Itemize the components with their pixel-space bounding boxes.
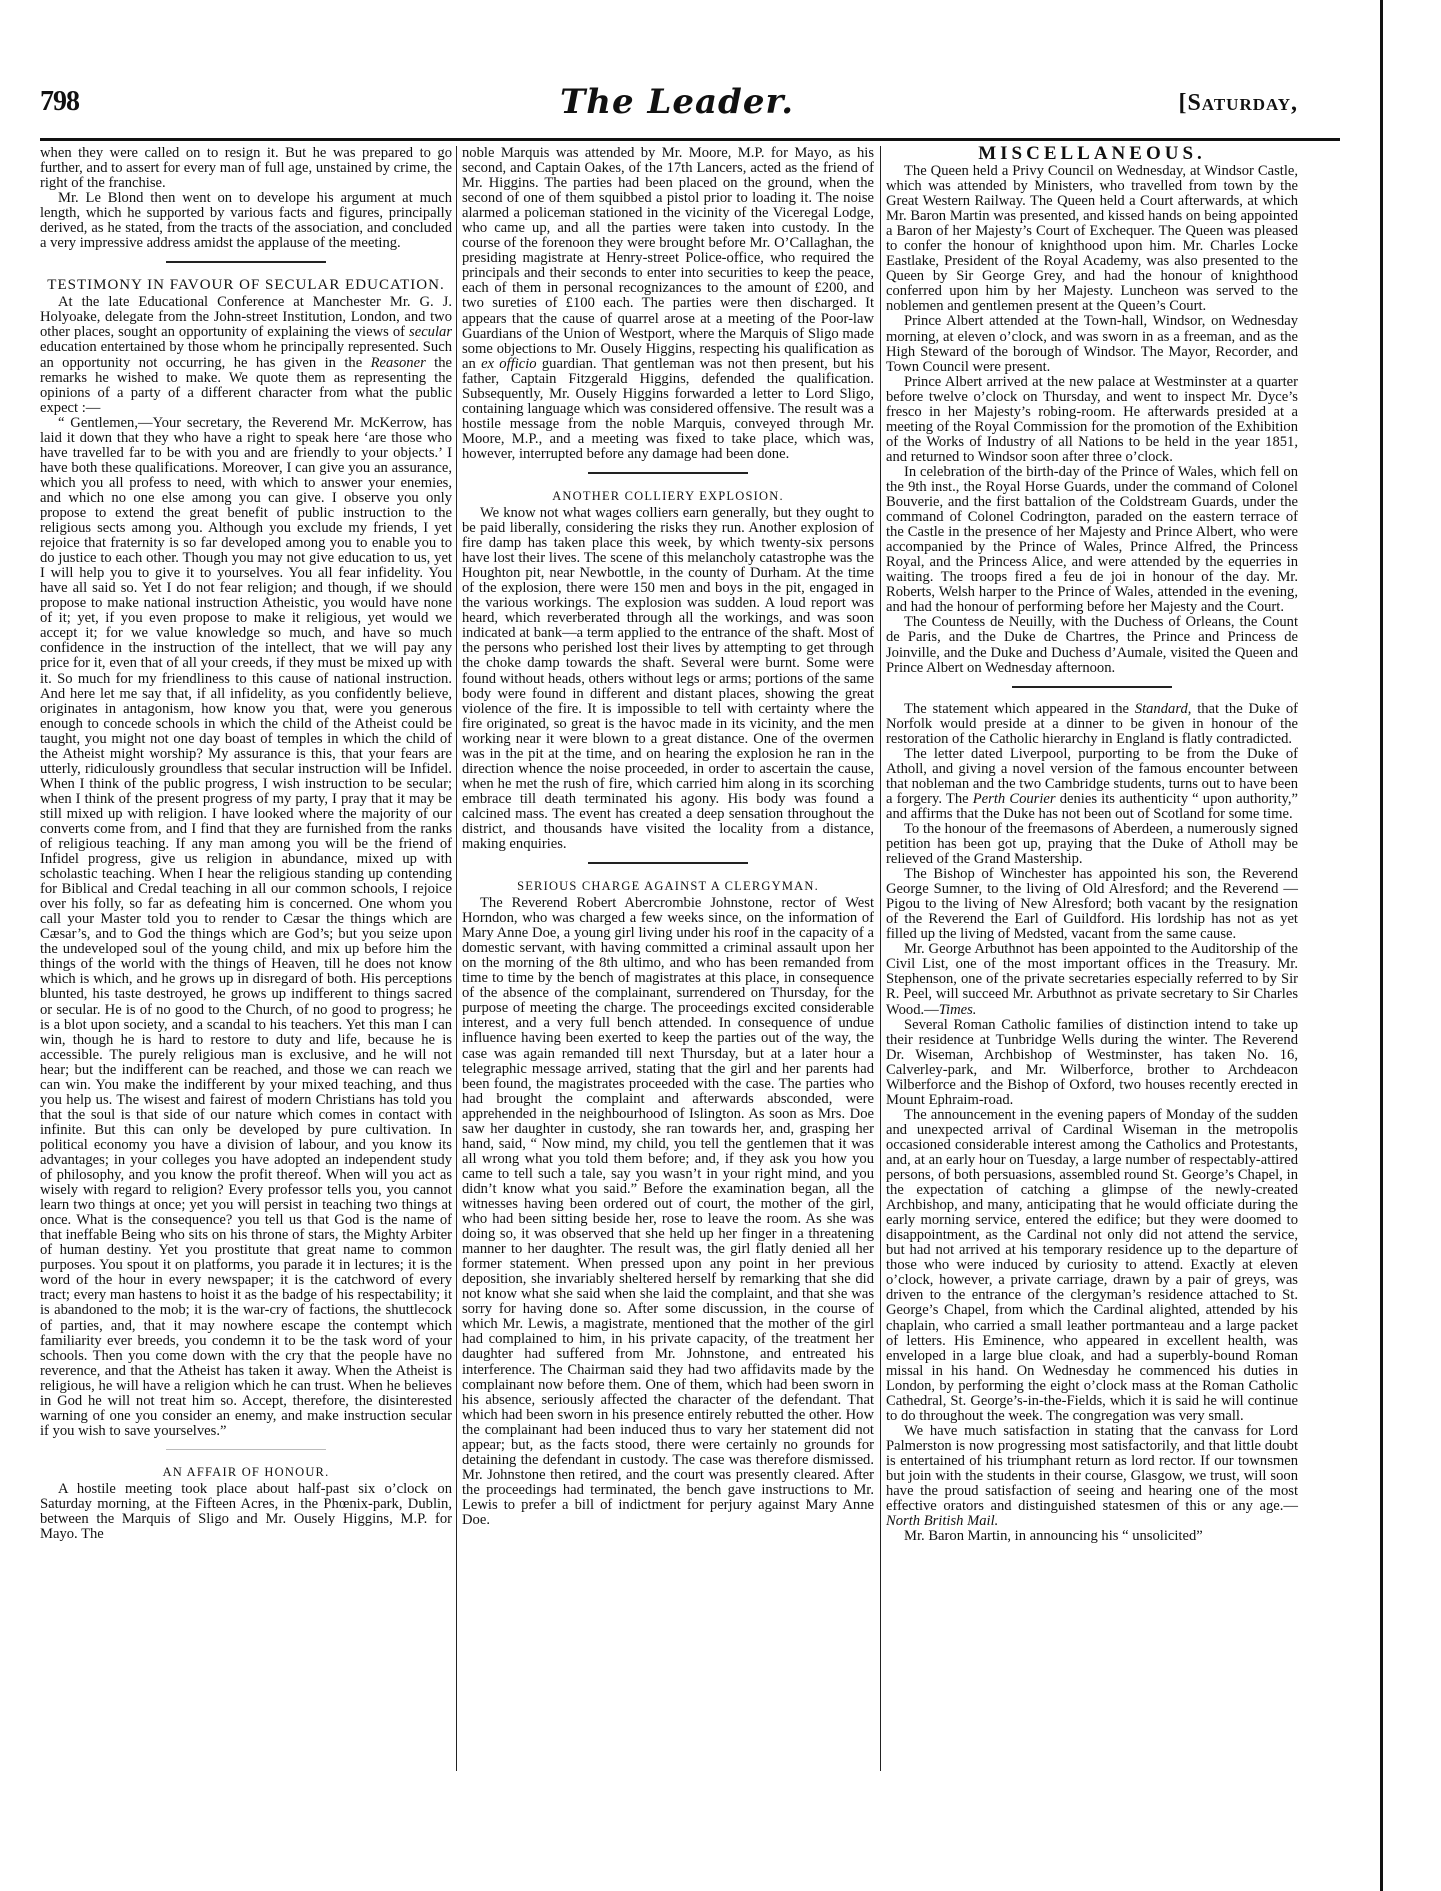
paragraph: The Reverend Robert Abercrombie Johnstone, rector of West Horndon, who was charged a few weeks since, on the information of Mary Anne Doe, a young girl living under his roof in the capacity of a domestic servant, with having committed a criminal assault upon her on the morning of the 8th ultimo, and who has been remanded from time to time by the bench of magistrates at this place, in consequence of the absence of the complainant, surrendered on Thursday, for the purpose of meeting the charge. The proceedings excited considerable interest, and a very full bench attended. In consequence of undue influence having been exerted to keep the parties out of the way, the case was again remanded till next Thursday, but at a later hour a telegraphic message arrived, stating that the girl and her parents had been found, the magistrates proceeded with the case. The parties who had brought the complaint and afterwards absconded, were apprehended in the neighbourhood of Islington. As soon as Mrs. Doe saw her daughter in custody, she ran towards her, and, grasping her hand, said, “ Now mind, my child, you tell the gentlemen that it was all wrong what you told them before; and, if they ask you how you came to tell such a tale, say you wasn’t in your right mind, and you didn’t know what you said.” Before the examination began, all the witnesses having been ordered out of court, the mother of the girl, who had been sitting beside her, rose to leave the room. As she was doing so, it was observed that she held up her finger in a threatening manner to her daughter. The result was, the girl flatly denied all her former statement. When pressed upon any point in her previous deposition, she invariably sheltered herself by remarking that she did not know what she said when she laid the complaint, and that she was sorry for having done so. After some discussion, in the course of which Mr. Lewis, a magistrate, mentioned that the mother of the girl had complained to him, in his private capacity, of the treatment her daughter had suffered from Mr. Johnstone, and entreated his interference. The Chairman said they had two affidavits made by the complainant now before them. One of them, which had been sworn in his absence, seriously affected the character of the defendant. That which had been sworn in his presence entirely rebutted the other. How the complainant had been induced thus to vary her statement did not appear; but, as the facts stood, there were certainly no grounds for detaining the defendant in custody. The case was therefore dismissed. Mr. Johnstone then retired, and the court was presently cleared. After the proceedings had terminated, the bench gave instructions to Mr. Lewis to prefer a bill of indictment for perjury against Mary Anne Doe. bbox=[462, 895, 874, 1528]
article-separator bbox=[166, 1449, 326, 1450]
article-separator bbox=[166, 261, 326, 263]
page-edge-rule bbox=[1380, 0, 1383, 1891]
paragraph: Several Roman Catholic families of distinction intend to take up their residence at Tunbridge Wells during the winter. The Reverend Dr. Wiseman, Archbishop of Westminster, has taken No. 16, Calverley-park, and Mr. Wilberforce, brother to Archdeacon Wilberforce and the Bishop of Oxford, two houses recently erected in Mount Ephraim-road. bbox=[886, 1016, 1298, 1108]
article-continuation: noble Marquis was attended by Mr. Moore, M.P. for Mayo, as his second, and Captain Oakes, of the 17th Lancers, acted as the friend of Mr. Higgins. The parties had been placed on the ground, when the second of one of them squibbed a pistol prior to loading it. The noise alarmed a policeman stationed in the vicinity of the Viceregal Lodge, who came up, and all the parties were taken into custody. In the course of the forenoon they were brought before Mr. O’Callaghan, the presiding magistrate at Henry-street Police-office, who required the principals and their seconds to enter into securities to keep the peace, each of them in personal recognizances to the amount of £200, and two sureties of £100 each. The parties were then discharged. It appears that the cause of quarrel arose at a meeting of the Poor-law Guardians of the Union of Westport, where the Marquis of Sligo made some objections to Mr. Ousely Higgins, respecting his qualification as an ex officio guardian. That gentleman was not then present, but his father, Captain Fitzgerald Higgins, defended the qualification. Subsequently, Mr. Ousely Higgins forwarded a letter to Lord Sligo, containing language which was considered offensive. The result was a hostile message from the noble Marquis, conveyed through Mr. Moore, M.P., and a meeting was fixed to take place, which was, however, interrupted before any damage had been done. bbox=[462, 145, 874, 462]
article-heading-affair-of-honour: AN AFFAIR OF HONOUR. bbox=[162, 1464, 330, 1479]
header-rule bbox=[40, 138, 1340, 141]
paragraph: Mr. Baron Martin, in announcing his “ unsolicited” bbox=[904, 1528, 1203, 1545]
column-3 bbox=[886, 143, 1299, 1545]
column-1 bbox=[40, 146, 452, 1542]
column-divider bbox=[456, 146, 457, 1771]
paragraph: Prince Albert attended at the Town-hall, Windsor, on Wednesday morning, at eleven o’clock, and was sworn in as a freeman, and as the High Steward of the borough of Windsor. The Mayor, Recorder, and Town Council were present. bbox=[886, 313, 1298, 375]
quoted-address: “ Gentlemen,—Your secretary, the Reverend Mr. McKerrow, has laid it down that they who have a right to speak here ‘are those who have travelled far to be with you and are friendly to your objects.’ I have both these qualifications. Moreover, I can give you an assurance, which you all profess to need, with which to answer your enemies, and which no one else among you can give. I observe you only propose to extend the great benefit of public instruction to the religious sects among you. Although you exclude my friends, I yet rejoice that fraternity is so far developed among you to enable you to do justice to each other. Though you may not give education to us, yet I will help you to give it to yourselves. You all fear infidelity. You have all said so. Yet I do not fear religion; and though, if we should propose to make national instruction Atheistic, you would have none of it; yet, if you even propose to make it religious, yet would we accept it; for we value knowledge so much, and have so much confidence in the instruction of the intellect, that we will pay any price for it, even that of all your creeds, if they must be mixed up with it. So much for my friendliness to this cause of national instruction. And here let me say that, if all infidelity, as you confidently believe, originates in antagonism, how know you that, were you generous enough to concede schools in which the child of the Atheist could be taught, you might not one day boast of temples in which the child of the Atheist might worship? My assurance is this, that your fears are utterly, ridiculously groundless that secular instruction will be Infidel. When I think of the public progress, I wish instruction to be secular; when I think of the present progress of my party, I pray that it may be still mixed up with religion. I have looked where the majority of our converts come from, and I find that they are furnished from the ranks of religious teaching. If any man among you will be the friend of Infidel progress, give us religion in abundance, mixed up with scholastic teaching. When I hear the religious standing up contending for Biblical and Credal teaching in all our common schools, I rejoice over his folly, so far as defeating him is concerned. One whom you call your Master told you to render to Cæsar the things which are Cæsar’s, and to God the things which are God’s; but you seize upon the undeveloped soul of the young child, and mix up before him the things of the world with the things of Heaven, till he does not know which is which, and he grows up in disregard of both. His perceptions blunted, his taste destroyed, he grows up indifferent to things sacred or secular. He is of no good to the Church, of no good to progress; he is a blot upon society, and a scandal to his teachers. Yet this man I can win, though he is hard to restore to duty and life, because he is accessible. The purely religious man is exclusive, and he will not hear; but the indifferent can be reached, and those we can reach we can win. You make the indifferent by your mixed teaching, and thus you help us. The wisest and fairest of modern Christians has told you that the soul is that side of our nature which comes in contact with infinite. But this can only be developed by pure cultivation. In political economy you have a division of labour, and you know its advantages; in your colleges you have adopted an independent study of philosophy, and you know the profit thereof. When will you act as wisely with regard to religion? Every professor tells you, you cannot learn two things at once; yet you will persist in teaching two things at once. What is the consequence? you tell us that God is the name of that ineffable Being who sits on his throne of stars, the Mighty Arbiter of human destiny. Yet you prostitute that great name to common purposes. You spout it on platforms, you parade it in lectures; it is the word of the hour in every newspaper; it is the catchword of every tract; every man hastens to hoist it as the badge of his respectability; it is abandoned to the mob; it is the war-cry of factions, the shuttlecock of parties, and, that it may nowhere escape the contempt which familiarity ever breeds, you condemn it to be the task word of your schools. Then you come down with the cry that the people have no reverence, and that the Atheist has taken it away. When the Atheist is religious, he will have a religion which he can trust. When he believes in God he will not treat him so. Accept, therefore, the disinterested warning of one you consider an enemy, and make instruction secular if you wish to save yourselves.” bbox=[40, 414, 452, 1439]
article-heading-clergyman-charge: SERIOUS CHARGE AGAINST A CLERGYMAN. bbox=[517, 879, 819, 894]
paragraph: The Countess de Neuilly, with the Duchess of Orleans, the Count de Paris, and the Duke de Chartres, the Prince and Princess de Joinville, and the Duke and Duchess d’Aumale, visited the Queen and Prince Albert on Wednesday afternoon. bbox=[886, 614, 1298, 676]
article-separator bbox=[588, 862, 748, 864]
newspaper-title: The Leader. bbox=[560, 82, 795, 122]
paragraph: The announcement in the evening papers of Monday of the sudden and unexpected arrival of Cardinal Wiseman in the metropolis occasioned considerable interest among the Catholics and Protestants, and, at an early hour on Tuesday, a large number of respectably-attired persons, of both persuasions, assembled round St. George’s Chapel, in the expectation of catching a glimpse of the newly-created Archbishop, and many, anticipating that he would officiate during the early morning service, entered the edifice; but they were doomed to disappointment, as the Cardinal not only did not attend the service, but had not arrived at his temporary residence up to the departure of those who were induced by curiosity to attend. Exactly at eleven o’clock, however, a private carriage, drawn by a pair of greys, was driven to the entrance of the clergyman’s residence attached to St. George’s Chapel, from which the Cardinal alighted, attended by his chaplain, who carried a small leather portmanteau and a large packet of letters. His Eminence, who appeared in excellent health, was enveloped in a large blue cloak, and had a superbly-bound Roman missal in his hand. On Wednesday he commenced his duties in London, by performing the eight o’clock mass at the Roman Catholic Cathedral, St. George’s-in-the-Fields, which it is said he will continue to do throughout the week. The congregation was very small. bbox=[886, 1106, 1298, 1424]
paragraph: We know not what wages colliers earn generally, but they ought to be paid liberally, considering the risks they run. Another explosion of fire damp has taken place this week, by which twenty-six persons have lost their lives. The scene of this melancholy catastrophe was the Houghton pit, near Newbottle, in the county of Durham. At the time of the explosion, there were 150 men and boys in the pit, engaged in the various workings. The explosion was sudden. A loud report was heard, which reverberated through all the workings, and was soon indicated at bank—a term applied to the entrance of the shaft. Most of the persons who perished lost their lives by attempting to get through the choke damp towards the shaft. Several were burnt. Some were found without heads, others without legs or arms; portions of the same body were found in different and distant places, showing the great violence of the fire. It is impossible to tell with certainty where the fire originated, so great is the havoc made in its vicinity, and the men working near it were blown to a great distance. One of the overmen was in the pit at the time, and on hearing the explosion he ran in the direction whence the noise proceeded, in order to ascertain the cause, when he met the rush of fire, which carried him along in its scorching embrace till death terminated his agony. His body was found a calcined mass. The event has created a deep sensation throughout the district, and thousands have visited the locality from a distance, making enquiries. bbox=[462, 504, 874, 853]
dateline: [Saturday, bbox=[1178, 90, 1298, 116]
paragraph: To the honour of the freemasons of Aberdeen, a numerously signed petition has been got up, praying that the Duke of Atholl may be relieved of the Grand Mastership. bbox=[886, 820, 1298, 868]
column-2 bbox=[462, 146, 874, 1528]
paragraph: Prince Albert arrived at the new palace at Westminster at a quarter before twelve o’clock on Thursday, and went to inspect Mr. Dyce’s fresco in her Majesty’s robing-room. He afterwards presided at a meeting of the Royal Commission for the promotion of the Exhibition of the Works of Industry of all Nations to be held in the year 1851, and returned to Windsor soon after three o’clock. bbox=[886, 373, 1298, 465]
paragraph: At the late Educational Conference at Manchester Mr. G. J. Holyoake, delegate from the John-street Institution, London, and two other places, sought an opportunity of explaining the views of secular education entertained by those whom he principally represented. Such an opportunity not occurring, he has given in the Reasoner the remarks he wished to make. We quote them as representing the opinions of a party of a different character from what the public expect :— bbox=[40, 294, 452, 416]
masthead bbox=[40, 82, 1338, 122]
paragraph: Mr. George Arbuthnot has been appointed to the Auditorship of the Civil List, one of the most important offices in the Treasury. Mr. Stephenson, one of the private secretaries especially referred to by Sir R. Peel, will succeed Mr. Arbuthnot as private secretary to Sir Charles Wood.—Times. bbox=[886, 941, 1298, 1018]
paragraph: In celebration of the birth-day of the Prince of Wales, which fell on the 9th inst., the Royal Horse Guards, under the command of Colonel Bouverie, and the first battalion of the Coldstream Guards, under the command of Colonel Codrington, paraded on the eastern terrace of the Castle in the presence of her Majesty and Prince Albert, who were accompanied by the Prince of Wales, Prince Alfred, the Princess Royal, and the Princess Alice, and were attended by the equerries in waiting. The troops fired a feu de joi in honour of the day. Mr. Roberts, Welsh harper to the Prince of Wales, attended in the evening, and had the honour of performing before her Majesty and the Court. bbox=[886, 463, 1298, 616]
article-separator bbox=[1012, 686, 1172, 688]
paragraph: Mr. Le Blond then went on to develope his argument at much length, which he supported by various facts and figures, principally derived, as he stated, from the tracts of the association, and concluded a very impressive address amidst the applause of the meeting. bbox=[40, 190, 452, 252]
paragraph: We have much satisfaction in stating that the canvass for Lord Palmerston is now progressing most satisfactorily, and that little doubt is entertained of his triumphant return as lord rector. If our townsmen but join with the students in their course, Glasgow, we trust, will soon have the proud satisfaction of seeing and hearing one of the most effective orators and distinguished statesmen of this or any age.—North British Mail. bbox=[886, 1422, 1298, 1530]
article-continuation: when they were called on to resign it. But he was prepared to go further, and to assert for every man of full age, unstained by crime, the right of the franchise. bbox=[40, 145, 452, 192]
paragraph: The Bishop of Winchester has appointed his son, the Reverend George Sumner, to the living of Old Alresford; and the Reverend — Pigou to the living of New Alresford; both vacant by the resignation of the Reverend the Earl of Guildford. His lordship has not as yet filled up the living of Medsted, vacant from the same cause. bbox=[886, 866, 1298, 943]
paragraph: The letter dated Liverpool, purporting to be from the Duke of Atholl, and giving a novel version of the famous encounter between that nobleman and the two Cambridge students, turns out to have been a forgery. The Perth Courier denies its authenticity “ upon authority,” and affirms that the Duke has not been out of Scotland for some time. bbox=[886, 745, 1299, 822]
article-heading-secular-education: TESTIMONY IN FAVOUR OF SECULAR EDUCATION. bbox=[47, 277, 445, 294]
paragraph: The statement which appeared in the Standard, that the Duke of Norfolk would preside at a dinner to be given in honour of the restoration of the Catholic hierarchy in England is flatly contradicted. bbox=[886, 700, 1298, 747]
article-heading-colliery-explosion: ANOTHER COLLIERY EXPLOSION. bbox=[552, 488, 784, 503]
paragraph: The Queen held a Privy Council on Wednesday, at Windsor Castle, which was attended by Ministers, who travelled from town by the Great Western Railway. The Queen held a Court afterwards, at which Mr. Baron Martin was presented, and kissed hands on being appointed a Baron of her Majesty’s Court of Exchequer. The Queen was pleased to confer the honour of knighthood upon him. Mr. Charles Locke Eastlake, President of the Royal Academy, was also presented to the Queen by Sir George Grey, and had the honour of knighthood conferred upon him by her Majesty. Luncheon was served to the noblemen and gentlemen present at the Queen’s Court. bbox=[886, 163, 1298, 315]
page-number: 798 bbox=[40, 86, 79, 117]
article-separator bbox=[588, 472, 748, 474]
column-divider bbox=[880, 146, 881, 1771]
section-heading-miscellaneous: MISCELLANEOUS. bbox=[978, 143, 1206, 164]
paragraph: A hostile meeting took place about half-past six o’clock on Saturday morning, at the Fifteen Acres, in the Phœnix-park, Dublin, between the Marquis of Sligo and Mr. Ousely Higgins, M.P. for Mayo. The bbox=[40, 1480, 452, 1543]
